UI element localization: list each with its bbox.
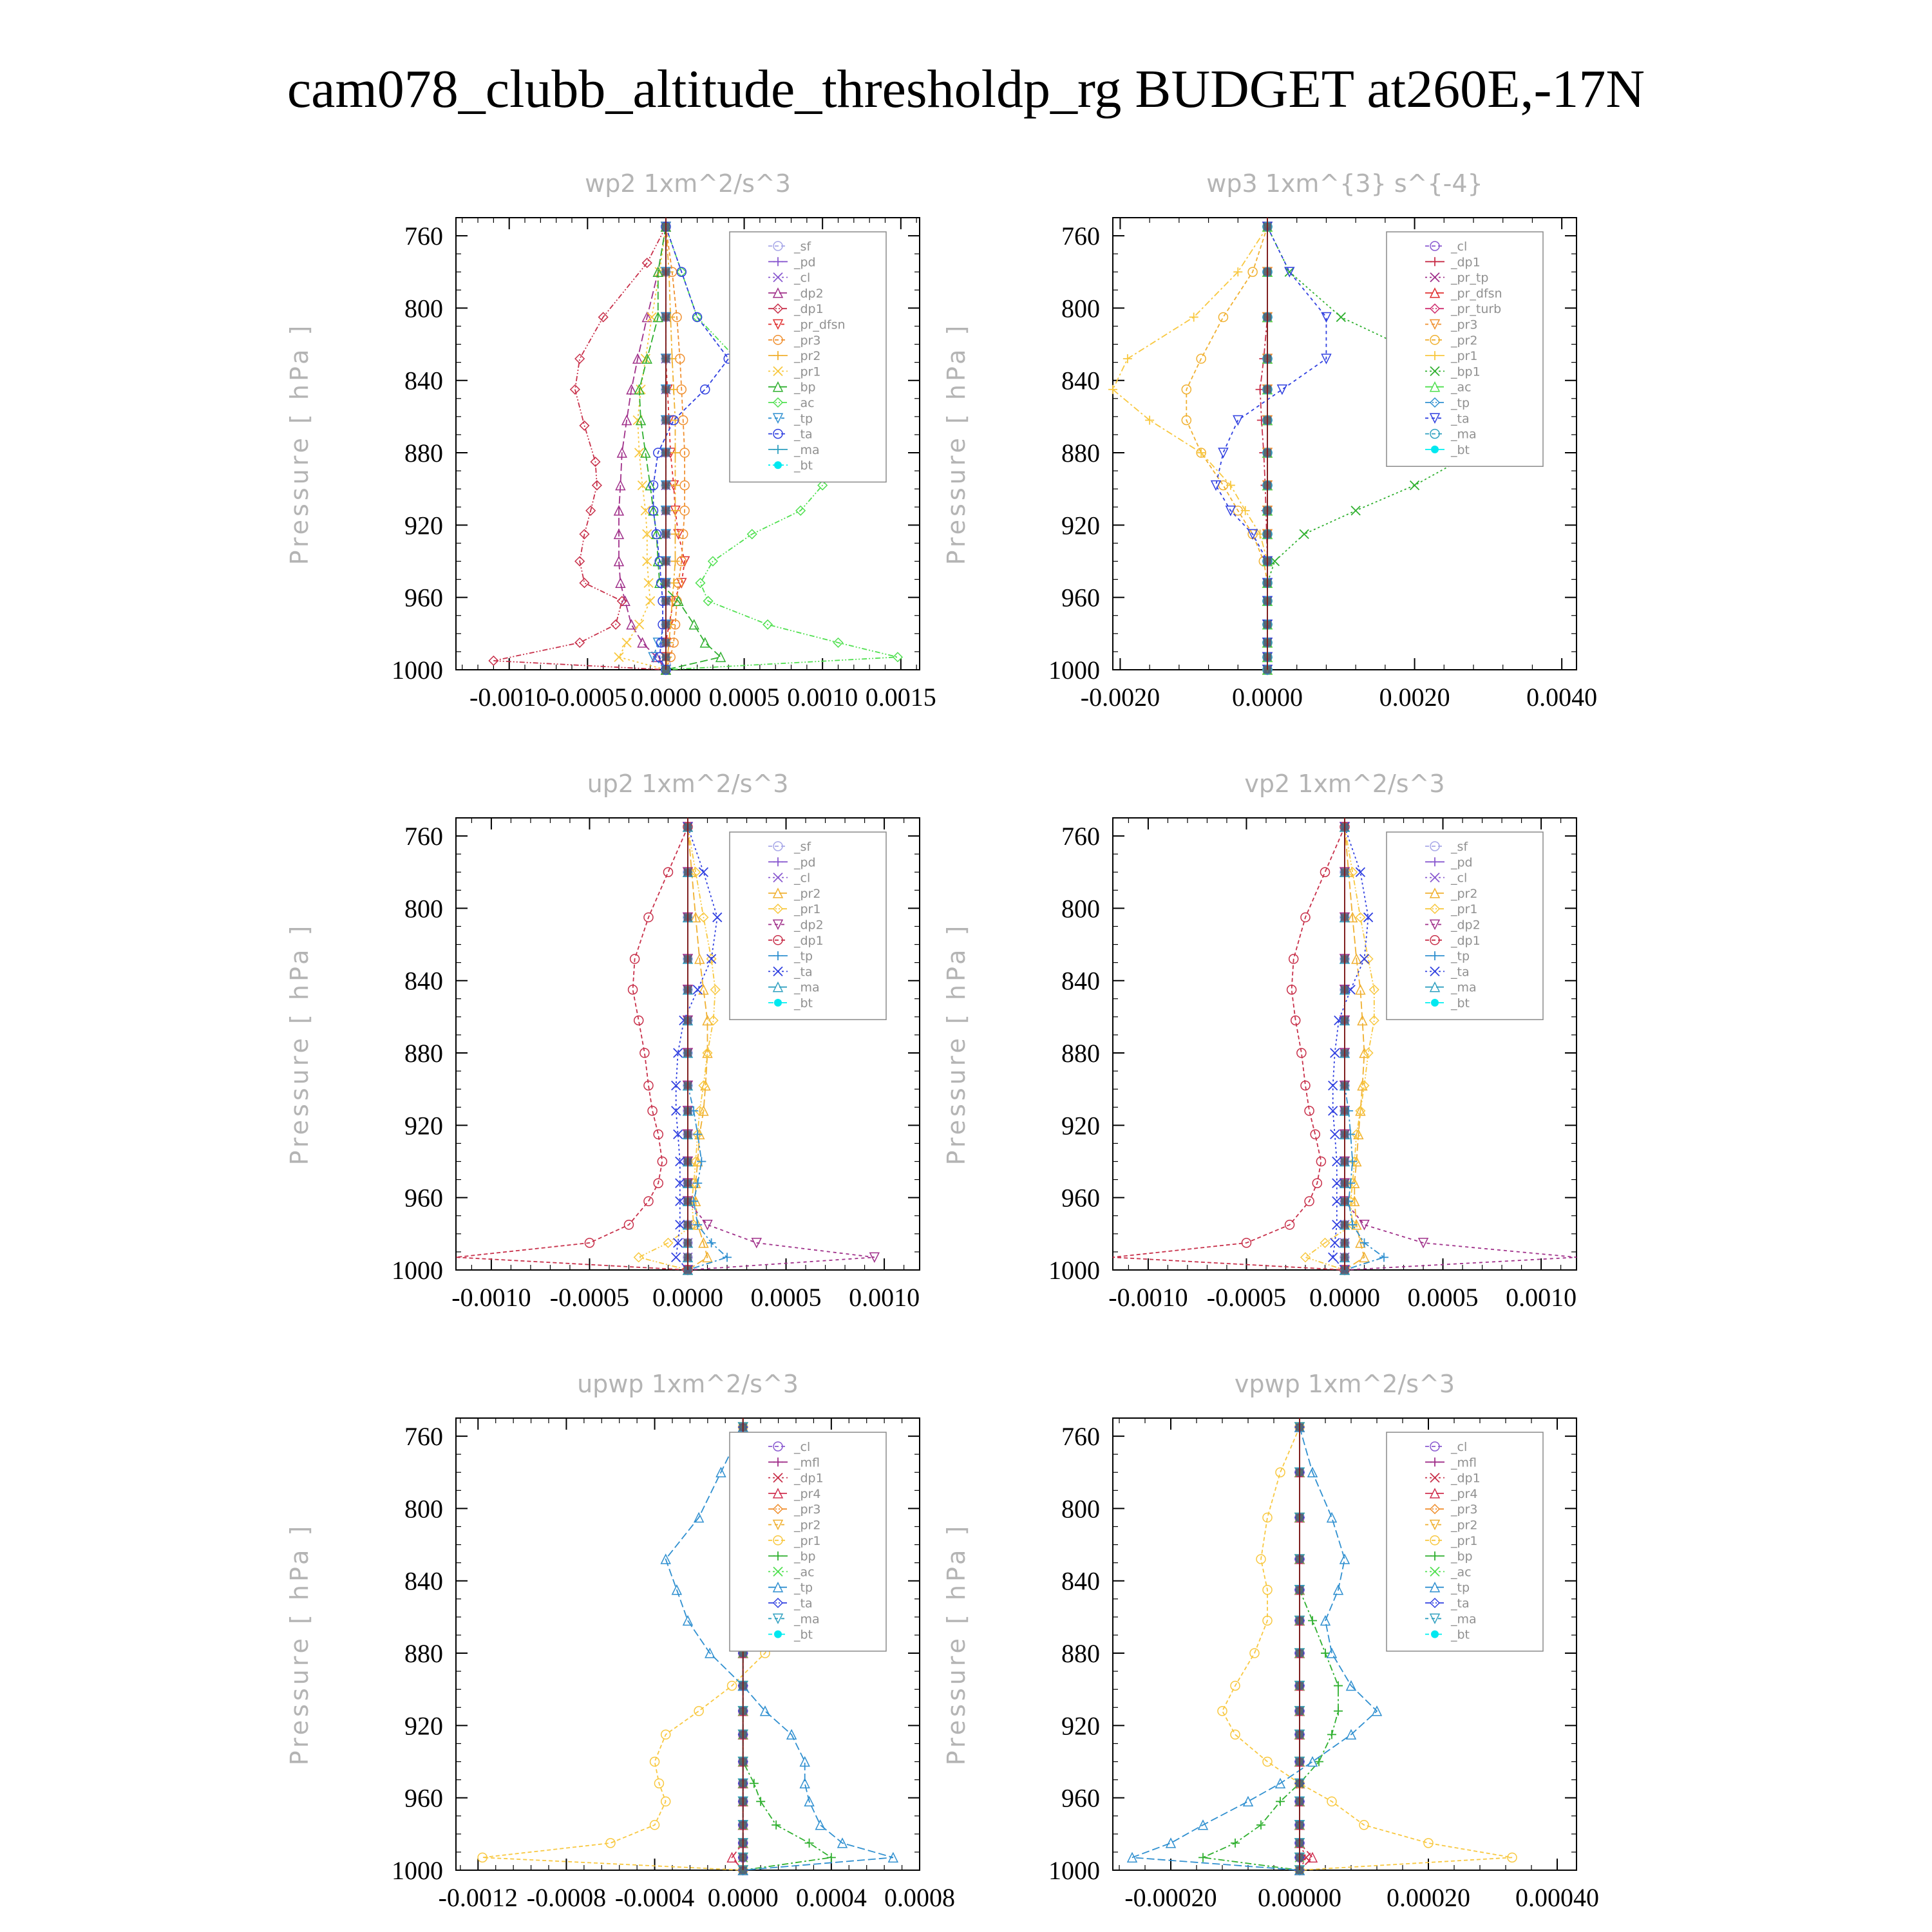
legend-marker: [1431, 1631, 1439, 1638]
legend-label: _bp: [794, 380, 816, 395]
y-axis-label: Pressure [ hPa ]: [942, 1522, 971, 1766]
legend-label: _dp2: [794, 918, 824, 933]
panel-0: [285, 169, 936, 712]
x-tick-label: -0.0020: [1080, 683, 1160, 712]
y-tick-label: 880: [404, 439, 443, 468]
series-line-dp1: [456, 827, 688, 1270]
series-point-dp1: [575, 354, 584, 363]
x-tick-label: 0.0020: [1379, 683, 1450, 712]
series-point-bp1: [1410, 481, 1419, 490]
series-point-bp: [1334, 1681, 1343, 1690]
y-tick-label: 920: [404, 511, 443, 540]
legend-label: _pr2: [1451, 333, 1478, 348]
series-line-dp1: [493, 227, 666, 670]
panel-1: [942, 169, 1597, 712]
legend-label: _pr_dfsn: [1451, 286, 1502, 301]
series-point-bp: [1327, 1730, 1336, 1739]
y-tick-label: 880: [1061, 439, 1100, 468]
legend-label: _ta: [1451, 965, 1470, 980]
y-tick-label: 800: [1061, 1494, 1100, 1524]
legend-label: _pr4: [1451, 1486, 1478, 1501]
x-tick-label: 0.0000: [652, 1283, 723, 1312]
legend-label: _ta: [1451, 1596, 1470, 1611]
y-tick-label: 760: [1061, 1422, 1100, 1452]
x-tick-label: -0.0005: [547, 683, 627, 712]
y-tick-label: 920: [1061, 511, 1100, 540]
legend-label: _ta: [794, 427, 813, 442]
series-point-bp1: [1300, 529, 1309, 538]
legend-label: _dp1: [1451, 255, 1481, 270]
legend-marker: [774, 999, 782, 1007]
series-point-bp: [690, 620, 699, 629]
legend-marker: [774, 1631, 782, 1638]
series-point-ta: [1278, 385, 1287, 394]
y-axis-label: Pressure [ hPa ]: [285, 322, 314, 565]
series-point-ac: [696, 578, 705, 587]
x-tick-label: -0.0008: [526, 1883, 607, 1912]
y-tick-label: 1000: [1048, 1856, 1100, 1885]
legend-label: _pd: [794, 255, 816, 270]
legend-label: _pr2: [1451, 886, 1478, 901]
x-tick-label: -0.0010: [1108, 1283, 1188, 1312]
y-tick-label: 1000: [392, 656, 443, 685]
series-point-tp: [723, 1253, 732, 1262]
series-point-pr2: [1218, 312, 1227, 321]
legend-label: _ma: [794, 980, 820, 995]
y-tick-label: 920: [404, 1111, 443, 1141]
series-point-bp: [827, 1853, 836, 1862]
legend-label: _dp1: [794, 302, 824, 317]
legend-label: _ma: [794, 442, 820, 457]
legend-label: _pr2: [1451, 1518, 1478, 1533]
x-tick-label: 0.0004: [795, 1883, 867, 1912]
y-tick-label: 760: [404, 222, 443, 251]
legend-marker: [1431, 999, 1439, 1007]
legend-label: _sf: [794, 840, 811, 854]
legend-label: _ma: [794, 1612, 820, 1627]
y-tick-label: 1000: [392, 1856, 443, 1885]
y-axis-label: Pressure [ hPa ]: [942, 322, 971, 565]
y-tick-label: 760: [404, 822, 443, 851]
legend-label: _dp2: [1451, 918, 1481, 933]
series-point-pr1: [634, 1253, 643, 1262]
series-point-bp1: [1336, 312, 1345, 321]
series-point-pr1: [1123, 354, 1132, 363]
legend-label: _tp: [1451, 396, 1470, 410]
series-point-bp: [1314, 1757, 1323, 1766]
series-point-bp: [772, 1821, 781, 1830]
y-tick-label: 1000: [392, 1256, 443, 1285]
legend-label: _ta: [794, 965, 813, 980]
series-line-dp1: [1113, 827, 1345, 1270]
legend-label: _ac: [1451, 380, 1472, 395]
legend-label: _pr_turb: [1451, 302, 1502, 317]
x-tick-label: -0.0010: [451, 1283, 531, 1312]
panel-3: [942, 770, 1577, 1312]
series-point-pr1: [650, 1757, 659, 1766]
legend-label: _pr1: [794, 365, 821, 379]
y-tick-label: 840: [404, 1566, 443, 1596]
legend-label: _ma: [1451, 427, 1477, 442]
y-tick-label: 800: [404, 1494, 443, 1524]
legend-label: _bp: [1451, 1549, 1473, 1564]
figure-title: cam078_clubb_altitude_thresholdp_rg BUDGET at260E,-17N: [287, 59, 1645, 119]
legend-label: _cl: [794, 270, 811, 285]
x-tick-label: 0.0005: [708, 683, 780, 712]
legend-label: _pr1: [794, 902, 821, 917]
series-point-bp: [1198, 1853, 1208, 1862]
x-tick-label: -0.00020: [1124, 1883, 1217, 1912]
legend-label: _bt: [1451, 442, 1470, 457]
legend-label: _pr3: [1451, 1502, 1478, 1517]
x-tick-label: 0.00040: [1515, 1883, 1599, 1912]
y-tick-label: 960: [1061, 583, 1100, 612]
series-point-ta: [1331, 1130, 1340, 1139]
legend-label: _pr2: [794, 1518, 821, 1533]
series-point-dp2: [627, 620, 636, 629]
series-point-bp: [1308, 1616, 1317, 1625]
series-point-bp: [756, 1797, 765, 1806]
legend-label: _dp1: [794, 933, 824, 948]
legend-label: _cl: [794, 871, 811, 886]
y-tick-label: 760: [1061, 222, 1100, 251]
series-point-pr1: [1276, 1468, 1285, 1477]
y-tick-label: 800: [1061, 894, 1100, 923]
y-tick-label: 800: [1061, 294, 1100, 323]
y-tick-label: 960: [404, 1783, 443, 1813]
series-point-bp: [1334, 1707, 1343, 1716]
series-line-bp: [639, 227, 721, 670]
legend-label: _tp: [794, 949, 813, 964]
y-tick-label: 840: [1061, 966, 1100, 996]
panel-title: wp3 1xm^{3} s^{-4}: [1206, 169, 1483, 198]
legend-label: _pr1: [1451, 349, 1478, 364]
legend-label: _pr4: [794, 1486, 821, 1501]
legend-marker: [1431, 446, 1439, 453]
y-tick-label: 920: [1061, 1111, 1100, 1141]
y-tick-label: 920: [404, 1711, 443, 1741]
legend-label: _sf: [1451, 840, 1468, 854]
panel-4: [285, 1370, 955, 1912]
series-point-tp: [1379, 1253, 1388, 1262]
series-point-bp: [1256, 1821, 1265, 1830]
series-line-bp: [1203, 1427, 1338, 1870]
series-point-tp: [1327, 1513, 1336, 1522]
y-tick-label: 920: [1061, 1711, 1100, 1741]
x-tick-label: -0.0004: [614, 1883, 695, 1912]
y-tick-label: 880: [404, 1039, 443, 1068]
series-point-tp: [1340, 1555, 1349, 1564]
legend-label: _cl: [1451, 1440, 1468, 1454]
legend-label: _bt: [1451, 996, 1470, 1010]
x-tick-label: 0.0000: [1309, 1283, 1380, 1312]
series-point-pr1: [1241, 506, 1250, 515]
y-tick-label: 880: [404, 1639, 443, 1669]
legend-label: _ac: [794, 1565, 815, 1580]
x-tick-label: 0.0005: [1407, 1283, 1479, 1312]
y-axis-label: Pressure [ hPa ]: [285, 1522, 314, 1766]
x-tick-label: 0.0000: [1232, 683, 1303, 712]
legend-label: _tp: [1451, 949, 1470, 964]
legend-label: _pr1: [1451, 902, 1478, 917]
panel-5: [942, 1370, 1599, 1912]
legend-label: _pr1: [1451, 1533, 1478, 1548]
series-point-pr2: [669, 578, 678, 587]
series-point-dp1: [663, 867, 672, 876]
legend-label: _ta: [794, 1596, 813, 1611]
legend-label: _ac: [794, 396, 815, 410]
series-point-ta: [672, 1253, 681, 1262]
legend-label: _pr3: [794, 333, 821, 348]
series-point-ta: [713, 913, 722, 922]
legend-label: _bt: [794, 1627, 813, 1642]
panel-title: upwp 1xm^2/s^3: [577, 1370, 799, 1398]
legend-label: _tp: [794, 412, 813, 426]
series-point-bp: [750, 1779, 759, 1788]
y-tick-label: 960: [1061, 1183, 1100, 1213]
y-tick-label: 960: [404, 583, 443, 612]
x-tick-label: 0.0010: [849, 1283, 920, 1312]
x-tick-label: 0.00020: [1387, 1883, 1470, 1912]
x-tick-label: -0.0012: [438, 1883, 518, 1912]
x-tick-label: 0.0010: [787, 683, 858, 712]
series-point-bp1: [1351, 506, 1360, 515]
legend-label: _pd: [1451, 855, 1473, 870]
series-point-bp: [1321, 1649, 1330, 1658]
legend-label: _tp: [794, 1580, 813, 1595]
series-point-pr1: [1301, 1253, 1310, 1262]
y-tick-label: 760: [1061, 822, 1100, 851]
y-tick-label: 880: [1061, 1639, 1100, 1669]
legend-marker: [774, 461, 782, 469]
panel-2: [285, 770, 920, 1312]
legend-label: _pr_tp: [1451, 270, 1489, 285]
x-tick-label: -0.0005: [1206, 1283, 1287, 1312]
series-point-pr1: [646, 596, 655, 605]
panel-title: wp2 1xm^2/s^3: [585, 169, 791, 198]
legend-label: _pr1: [794, 1533, 821, 1548]
legend-label: _mfl: [794, 1455, 820, 1470]
series-point-pr1: [1226, 481, 1235, 490]
y-tick-label: 800: [404, 294, 443, 323]
legend-label: _pr3: [1451, 317, 1478, 332]
series-point-pr2: [671, 481, 680, 490]
series-point-dp1: [1320, 867, 1329, 876]
series-line-pr1: [1113, 227, 1267, 670]
series-point-tp: [707, 1238, 716, 1247]
x-tick-label: 0.00000: [1258, 1883, 1341, 1912]
series-point-bp: [805, 1839, 814, 1848]
series-point-ta: [1329, 1253, 1338, 1262]
series-point-pr1: [1218, 1707, 1227, 1716]
legend-label: _cl: [1451, 871, 1468, 886]
legend-label: _bt: [794, 459, 813, 473]
legend-label: _cl: [1451, 240, 1468, 254]
legend-label: _pr_dfsn: [794, 317, 846, 332]
legend-label: _pr2: [794, 886, 821, 901]
x-tick-label: 0.0000: [707, 1883, 779, 1912]
legend-label: _bp1: [1451, 365, 1481, 379]
y-tick-label: 960: [404, 1183, 443, 1213]
y-tick-label: 1000: [1048, 1256, 1100, 1285]
series-point-tp: [1166, 1839, 1175, 1848]
y-axis-label: Pressure [ hPa ]: [285, 922, 314, 1166]
legend-label: _sf: [794, 240, 811, 254]
legend-label: _pd: [794, 855, 816, 870]
x-tick-label: 0.0015: [865, 683, 936, 712]
series-point-dp1: [580, 578, 589, 587]
panel-title: vpwp 1xm^2/s^3: [1234, 1370, 1455, 1398]
panel-title: vp2 1xm^2/s^3: [1244, 770, 1445, 798]
series-point-pr2: [669, 385, 678, 394]
legend-label: _mfl: [1451, 1455, 1477, 1470]
x-tick-label: 0.0010: [1506, 1283, 1577, 1312]
y-tick-label: 840: [1061, 366, 1100, 395]
series-point-pr2: [671, 448, 680, 457]
panel-title: up2 1xm^2/s^3: [587, 770, 789, 798]
y-tick-label: 760: [404, 1422, 443, 1452]
legend-label: _dp1: [794, 1471, 824, 1486]
legend-label: _ac: [1451, 1565, 1472, 1580]
legend-label: _ma: [1451, 1612, 1477, 1627]
series-point-bp: [1231, 1839, 1240, 1848]
x-tick-label: 0.0040: [1526, 683, 1598, 712]
series-point-bp1: [1285, 267, 1294, 276]
y-tick-label: 840: [404, 966, 443, 996]
y-axis-label: Pressure [ hPa ]: [942, 922, 971, 1166]
series-point-dp1: [644, 1197, 653, 1206]
legend-label: _bt: [794, 996, 813, 1010]
series-point-pr1: [635, 620, 644, 629]
series-point-pr2: [671, 506, 680, 515]
y-tick-label: 1000: [1048, 656, 1100, 685]
y-tick-label: 840: [1061, 1566, 1100, 1596]
legend-label: _pr2: [794, 349, 821, 364]
y-tick-label: 800: [404, 894, 443, 923]
y-tick-label: 960: [1061, 1783, 1100, 1813]
x-tick-label: 0.0000: [630, 683, 701, 712]
legend-label: _cl: [794, 1440, 811, 1454]
series-point-pr1: [622, 638, 631, 647]
series-point-pr1: [694, 1707, 703, 1716]
x-tick-label: 0.0008: [884, 1883, 955, 1912]
legend-label: _bt: [1451, 1627, 1470, 1642]
x-tick-label: -0.0005: [549, 1283, 630, 1312]
series-point-ta: [701, 385, 710, 394]
legend-label: _bp: [794, 1549, 816, 1564]
legend-label: _dp2: [794, 286, 824, 301]
x-tick-label: -0.0010: [469, 683, 549, 712]
legend-label: _pr3: [794, 1502, 821, 1517]
series-point-tp: [1244, 1797, 1253, 1806]
series-point-pr1: [647, 312, 656, 321]
x-tick-label: 0.0005: [750, 1283, 822, 1312]
y-tick-label: 840: [404, 366, 443, 395]
series-point-ta: [1218, 448, 1227, 457]
y-tick-label: 880: [1061, 1039, 1100, 1068]
legend-label: _ta: [1451, 412, 1470, 426]
legend-label: _dp1: [1451, 1471, 1481, 1486]
series-point-pr1: [614, 652, 623, 661]
legend-label: _ma: [1451, 980, 1477, 995]
legend-label: _tp: [1451, 1580, 1470, 1595]
legend-label: _dp1: [1451, 933, 1481, 948]
